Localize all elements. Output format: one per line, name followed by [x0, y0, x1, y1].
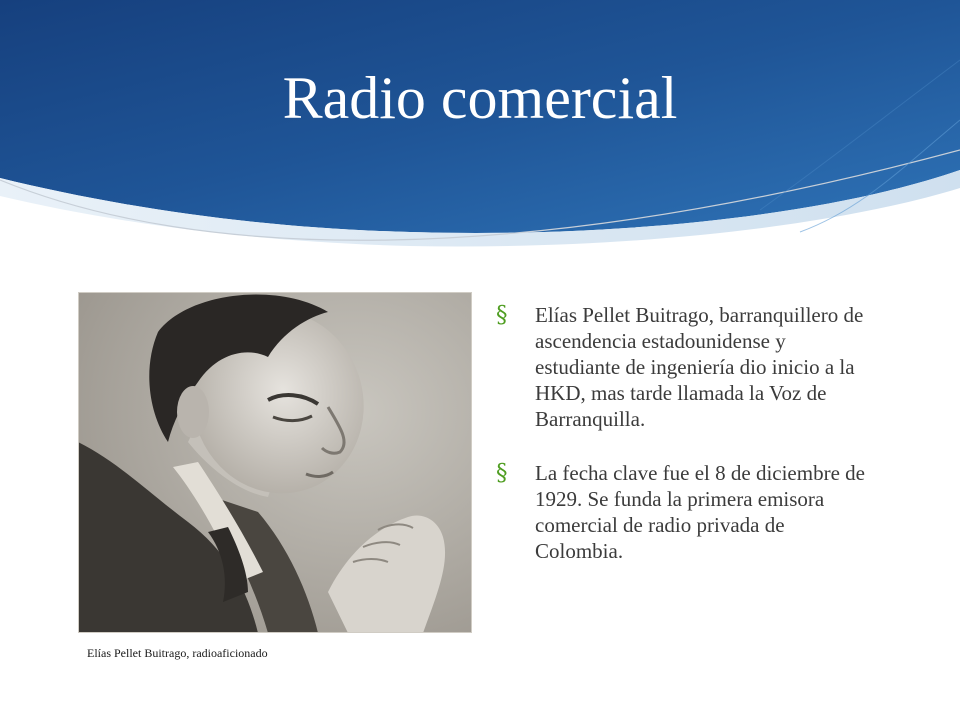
ornamental-s-bullet-icon: § [496, 460, 508, 486]
bullet-text: La fecha clave fue el 8 de diciembre de 1929. Se funda la primera emisora comercial de radio privada de Colombia. [535, 461, 865, 563]
portrait-image [78, 292, 472, 633]
ornamental-s-bullet-icon: § [496, 302, 508, 328]
bullet-item [496, 460, 876, 564]
photo-caption: Elías Pellet Buitrago, radioaficionado [87, 646, 268, 660]
bullet-list [496, 302, 876, 592]
bullet-text: Elías Pellet Buitrago, barranquillero de ascendencia estadounidense y estudiante de ingeniería dio inicio a la HKD, mas tarde llamada la Voz de Barranquilla. [535, 303, 864, 431]
portrait-photo [78, 292, 472, 633]
slide-title: Radio comercial [282, 65, 678, 131]
bullet-item [496, 302, 876, 432]
